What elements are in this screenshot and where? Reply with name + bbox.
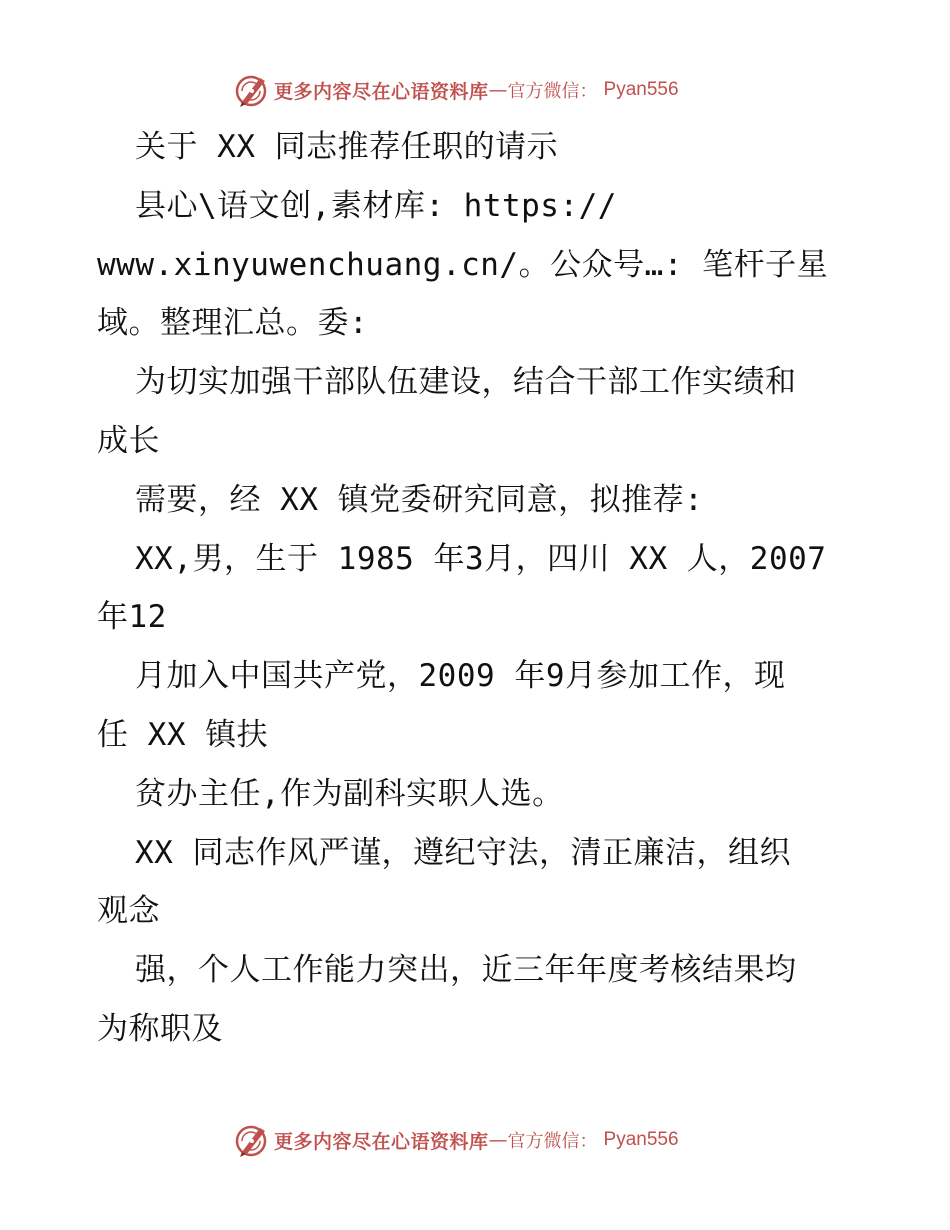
footer-banner (234, 1122, 679, 1158)
document-body (97, 118, 857, 1059)
banner-dash: — (488, 1129, 508, 1151)
banner-dash: — (488, 79, 508, 101)
text-line: 月加入中国共产党，2009 年9月参加工作，现 (135, 658, 786, 695)
banner-colon: ： (579, 1131, 598, 1152)
text-line: 为称职及 (97, 1010, 223, 1047)
banner-slogan: 更多内容尽在心语资料库 (274, 80, 489, 103)
banner-wechat-label: 官方微信 (507, 1131, 580, 1152)
pen-logo-icon (234, 1122, 270, 1158)
banner-wechat-label: 官方微信 (507, 81, 580, 102)
text-line: XX,男，生于 1985 年3月，四川 XX 人，2007 (135, 540, 827, 577)
text-line: 需要，经 XX 镇党委研究同意，拟推荐: (135, 481, 704, 518)
text-line: 观念 (97, 893, 160, 930)
text-line: 为切实加强干部队伍建设，结合干部工作实绩和 (135, 364, 797, 401)
banner-colon: ： (579, 81, 598, 102)
text-line: 年12 (97, 599, 167, 636)
pen-logo-icon (234, 72, 270, 108)
header-banner (234, 72, 679, 108)
banner-wechat-id: Pyan556 (603, 1129, 679, 1150)
text-line: 县心\语文创,素材库: https:// (135, 187, 617, 224)
text-line: 贫办主任,作为副科实职人选。 (135, 775, 564, 812)
text-line: 域。整理汇总。委: (97, 305, 369, 342)
text-line: 成长 (97, 422, 160, 459)
text-line: 任 XX 镇扶 (97, 716, 269, 753)
text-line: www.xinyuwenchuang.cn/。公众号…: 笔杆子星 (97, 246, 829, 283)
text-line: 强，个人工作能力突出，近三年年度考核结果均 (135, 952, 797, 989)
banner-slogan: 更多内容尽在心语资料库 (274, 1130, 489, 1153)
document-title: 关于 XX 同志推荐任职的请示 (135, 129, 559, 165)
text-line: XX 同志作风严谨，遵纪守法，清正廉洁，组织 (135, 834, 791, 871)
banner-wechat-id: Pyan556 (603, 79, 679, 100)
